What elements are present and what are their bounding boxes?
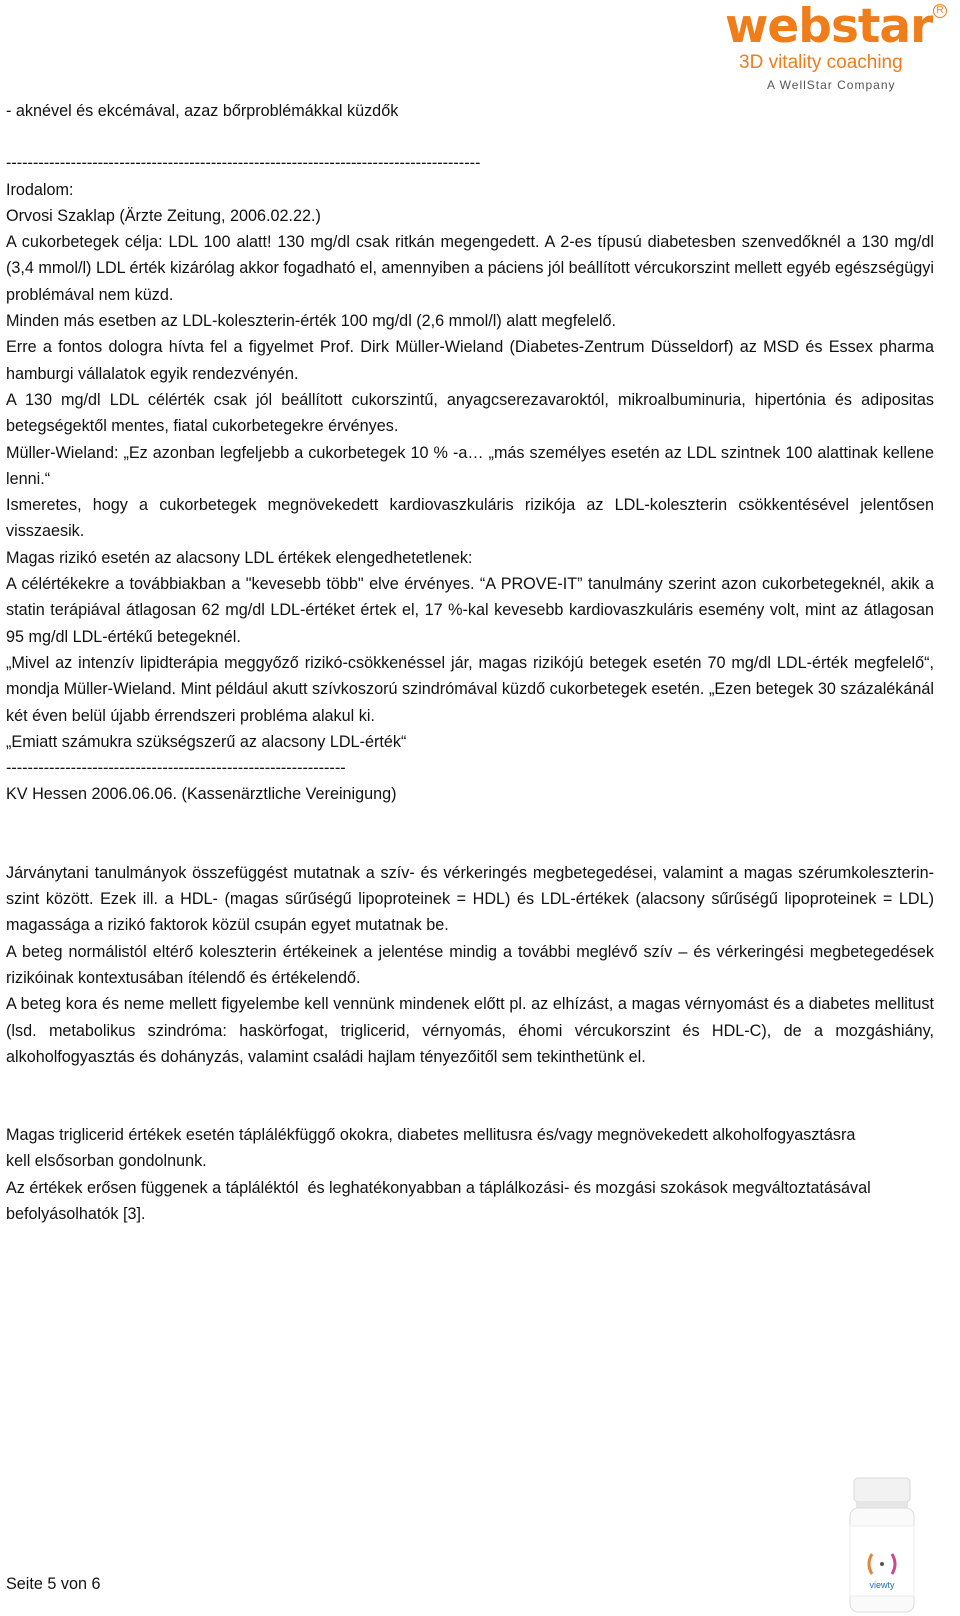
quote-paragraph: „Emiatt számukra szükségszerű az alacsony LDL-érték“	[6, 732, 407, 751]
quote-paragraph: „Mivel az intenzív lipidterápia meggyőző rizikó-csökkenéssel jár, magas rizikójú betegek esetén 70 mg/dl LDL-érték megfelelő“, mondja Müller-Wieland. Mint például akutt szívkoszorú szindrómával küzdő cukorbetegek esetén. „Ezen betegek 30 százalékánál két éven belül újabb érrendszeri probléma alakul ki.	[6, 653, 939, 725]
quote-paragraph: Müller-Wieland: „Ez azonban legfeljebb a cukorbetegek 10 % -a… „más személyes esetén az LDL szintnek 100 alattinak kellene lenni.“	[6, 443, 939, 488]
webstar-logo	[725, 2, 953, 94]
paragraph: Magas rizikó esetén az alacsony LDL értékek elengedhetetlenek:	[6, 548, 473, 567]
paragraph: A beteg kora és neme mellett figyelembe kell vennünk mindenek előtt pl. az elhízást, a magas vérnyomást és a diabetes mellitust (lsd. metabolikus szindróma: haskörfogat, triglicerid, vérnyomás, éhomi vércukorszint és HDL-C), de a mozgáshiány, alkoholfogyasztás és dohányzás, valamint családi hajlam tényezőitől sem tekinthetünk el.	[6, 995, 939, 1066]
paragraph: Járványtani tanulmányok összefüggést mutatnak a szív- és vérkeringés megbetegedései, valamint a magas szérumkoleszterin-szint között. Ezek ill. a HDL- (magas sűrűségű lipoproteinek = HDL) és LDL-értékek (alacsony sűrűségű lipoproteinek = LDL) magassága a rizikó faktorok közül csupán egyet mutatnak be.	[6, 863, 939, 935]
supplement-bottle-image	[842, 1476, 922, 1614]
logo-tagline: 3D vitality coaching	[739, 52, 903, 73]
paragraph: Magas triglicerid értékek esetén táplálékfüggő okokra, diabetes mellitusra és/vagy megnövekedett alkoholfogyasztásra kell elsősorban gondolnunk.	[6, 1126, 860, 1171]
paragraph: A cukorbetegek célja: LDL 100 alatt! 130 mg/dl csak ritkán megengedett. A 2-es típusú diabetesben szenvedőknél a 130 mg/dl (3,4 mmol/l) LDL érték kizárólag akkor fogadható el, amennyiben a páciens jól beállított vércukorszint mellett egyéb egészségügyi problémával nem küzd.	[6, 233, 939, 304]
paragraph: A beteg normálistól eltérő koleszterin értékeinek a jelentése mindig a további meglévő szív – és vérkeringési megbetegedések rizikóinak kontextusában ítélendő és értékelendő.	[6, 942, 939, 987]
page-number: Seite 5 von 6	[6, 1575, 101, 1593]
paragraph: - aknével és ekcémával, azaz bőrproblémákkal küzdők	[6, 102, 399, 120]
paragraph: Az értékek erősen függenek a tápláléktól és leghatékonyabban a táplálkozási- és mozgási szokások megváltoztatásával befolyásolhatók [3].	[6, 1178, 876, 1223]
product-label: viewty	[869, 1580, 895, 1590]
paragraph: Minden más esetben az LDL-koleszterin-érték 100 mg/dl (2,6 mmol/l) alatt megfelelő.	[6, 312, 617, 331]
separator-line: ----------------------------------------------------------------------------------------	[6, 154, 481, 173]
document-body	[6, 98, 939, 1227]
references-heading: Irodalom:	[6, 180, 74, 199]
reference-source: Orvosi Szaklap (Ärzte Zeitung, 2006.02.22.)	[6, 206, 321, 225]
reference-source: KV Hessen 2006.06.06. (Kassenärztliche Vereinigung)	[6, 785, 397, 804]
registered-mark: R	[933, 4, 947, 18]
paragraph: A célértékekre a továbbiakban a "kevesebb több" elve érvényes. “A PROVE-IT” tanulmány szerint azon cukorbetegeknél, akik a statin terápiával átlagosan 62 mg/dl LDL-értéket értek el, 17 %-kal kevesebb kardiovaszkuláris esemény volt, mint az átlagosan 95 mg/dl LDL-értékű betegeknél.	[6, 575, 939, 646]
logo-wordmark: webstar	[725, 0, 933, 54]
logo-company: A WellStar Company	[767, 78, 896, 92]
paragraph: A 130 mg/dl LDL célérték csak jól beállított cukorszintű, anyagcserezavaroktól, mikroalbuminuria, hipertónia és adipositas betegségektől mentes, fiatal cukorbetegekre érvényes.	[6, 390, 939, 436]
paragraph: Ismeretes, hogy a cukorbetegek megnövekedett kardiovaszkuláris rizikója az LDL-koleszterin csökkentésével jelentősen visszaesik.	[6, 496, 939, 541]
paragraph: Erre a fontos dologra hívta fel a figyelmet Prof. Dirk Müller-Wieland (Diabetes-Zentrum Düsseldorf) az MSD és Essex pharma hamburgi vállalatok egyik rendezvényén.	[6, 338, 939, 383]
separator-line: ---------------------------------------------------------------	[6, 759, 346, 778]
